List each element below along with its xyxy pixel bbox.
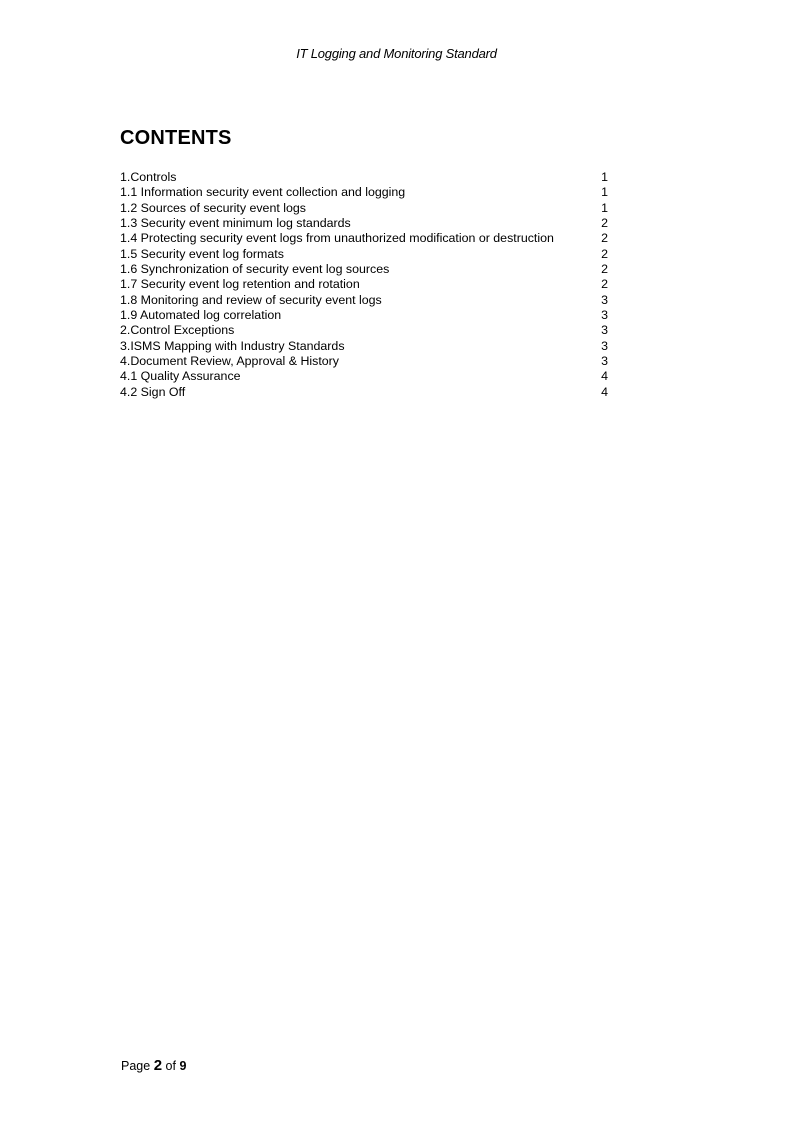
toc-entry-page-number: 1 xyxy=(601,170,608,184)
page-header-title: IT Logging and Monitoring Standard xyxy=(296,46,497,61)
toc-entry[interactable] xyxy=(120,385,608,400)
toc-entry[interactable] xyxy=(120,247,608,262)
toc-entry-page-number: 2 xyxy=(601,246,608,261)
toc-entry-page-number: 3 xyxy=(601,292,608,307)
toc-entry-page-number: 1 xyxy=(601,200,608,215)
page-footer xyxy=(121,1057,186,1074)
toc-entry-label: 3.ISMS Mapping with Industry Standards xyxy=(120,338,345,353)
toc-entry-label: 1.Controls xyxy=(120,170,177,184)
toc-entry[interactable] xyxy=(120,293,608,308)
toc-entry[interactable] xyxy=(120,369,608,384)
footer-page-prefix: Page xyxy=(121,1059,151,1073)
toc-entry-page-number: 3 xyxy=(601,307,608,322)
footer-of-word: of xyxy=(165,1059,176,1073)
toc-entry[interactable] xyxy=(120,170,608,185)
toc-entry-page-number: 2 xyxy=(601,261,608,276)
toc-entry[interactable] xyxy=(120,216,608,231)
toc-entry-label: 2.Control Exceptions xyxy=(120,323,235,338)
toc-entry[interactable] xyxy=(120,201,608,216)
toc-entry-page-number: 1 xyxy=(601,185,608,200)
toc-entry[interactable] xyxy=(120,262,608,277)
toc-entry-label: 1.7 Security event log retention and rotation xyxy=(120,277,360,292)
toc-entry-page-number: 3 xyxy=(601,338,608,353)
toc-entry-label: 1.9 Automated log correlation xyxy=(120,307,282,322)
toc-entry-page-number: 2 xyxy=(601,277,608,292)
toc-entry[interactable] xyxy=(120,185,608,200)
footer-current-page: 2 xyxy=(153,1057,163,1074)
toc-entry[interactable] xyxy=(120,308,608,323)
contents-heading: CONTENTS xyxy=(120,127,232,149)
toc-entry[interactable] xyxy=(120,323,608,338)
toc-entry-label: 1.2 Sources of security event logs xyxy=(120,200,306,215)
toc-entry-label: 4.Document Review, Approval & History xyxy=(120,353,339,368)
toc-entry-page-number: 4 xyxy=(601,384,608,399)
toc-entry-label: 1.5 Security event log formats xyxy=(120,246,284,261)
toc-entry-page-number: 4 xyxy=(601,369,608,384)
toc-entry-label: 1.3 Security event minimum log standards xyxy=(120,215,351,230)
table-of-contents xyxy=(120,170,608,400)
toc-entry-label: 1.6 Synchronization of security event log sources xyxy=(120,261,390,276)
footer-total-pages: 9 xyxy=(179,1059,187,1073)
toc-entry-label: 1.8 Monitoring and review of security event logs xyxy=(120,292,382,307)
toc-entry[interactable] xyxy=(120,354,608,369)
toc-entry-page-number: 2 xyxy=(601,215,608,230)
toc-entry[interactable] xyxy=(120,277,608,292)
toc-entry-page-number: 2 xyxy=(601,231,608,246)
toc-entry-label: 1.4 Protecting security event logs from unauthorized modification or destruction xyxy=(120,231,554,246)
toc-entry-label: 4.2 Sign Off xyxy=(120,384,186,399)
toc-entry[interactable] xyxy=(120,339,608,354)
toc-entry-label: 4.1 Quality Assurance xyxy=(120,369,241,384)
toc-entry-page-number: 3 xyxy=(601,323,608,338)
toc-entry-page-number: 3 xyxy=(601,353,608,368)
toc-entry[interactable] xyxy=(120,231,608,246)
toc-entry-label: 1.1 Information security event collection and logging xyxy=(120,185,406,200)
